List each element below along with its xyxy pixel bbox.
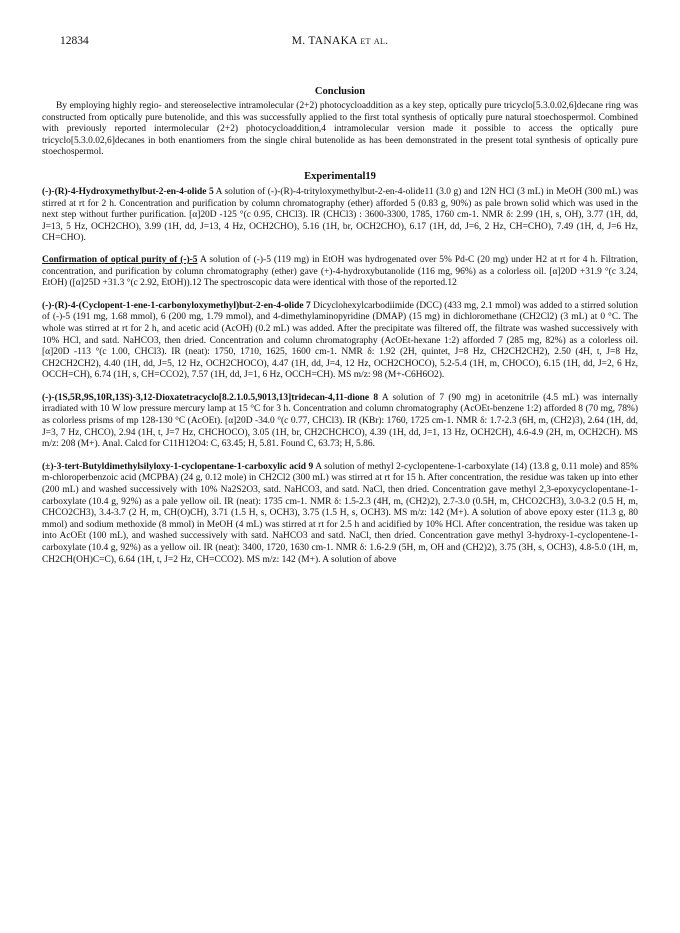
entry-body: A solution of 7 (90 mg) in acetonitrile (4.5 mL) was internally irradiated with 10 W low pressure mercury lamp at 15 °C for 3 h. Concentration and column chromatography (AcOEt-benzene 1:2) afforded 8 (70 mg, 78%) as colorless prisms of mp 128-130 °C (AcOEt). [α]20D -34.0 °(c 0.77, CHCl3). IR (KBr): 1760, 1725 cm-1. NMR δ: 1.7-2.3 (6H, m, (CH2)3), 2.64 (1H, dd, J=3, 7 Hz, CHCO), 2.94 (1H, t, J=7 Hz, CHCHOCO), 3.05 (1H, br, CH2CHCHCO), 4.39 (1H, dd, J=1, 13 Hz, OCH2CH), 4.6-4.9 (2H, m, OCH2CH). MS m/z: 208 (M+). Anal. Calcd for C11H12O4: C, 63.45; H, 5.81. Found C, 63.73; H, 5.86. [42,392,639,450]
entry-heading: (-)-(R)-4-(Cyclopent-1-ene-1-carbonyloxymethyl)but-2-en-4-olide 7 [42,300,311,311]
entry-heading: (-)-(R)-4-Hydroxymethylbut-2-en-4-olide 5 [42,186,214,197]
entry-compound-8 [42,393,638,451]
running-head: M. TANAKA et al. [291,35,389,47]
entry-body: A solution of methyl 2-cyclopentene-1-carboxylate (14) (13.8 g, 0.11 mole) and 85% m-chloroperbenzoic acid (MCPBA) (24 g, 0.12 mole) in CH2Cl2 (300 mL) was stirred at rt for 15 h. After concentration, the residue was taken up into ether (200 mL) and washed successively with 10% Na2S2O3, satd. NaHCO3, and satd. NaCl, then dried. Concentration gave methyl 2,3-epoxycyclopentane-1-carboxylate (10.4 g, 92%) as a pale yellow oil. IR (neat): 1735 cm-1. NMR δ: 1.5-2.3 (4H, m, (CH2)2), 2.7-3.0 (0.5H, m, CHCO2CH3), 3.0-3.2 (0.5 H, m, CHCO2CH3), 3.4-3.7 (2 H, m, CH(O)CH), 3.71 (1.5 H, s, OCH3), 3.75 (1.5 H, s, OCH3). MS m/z: 142 (M+). A solution of above epoxy ester (11.3 g, 80 mmol) and sodium methoxide (8 mmol) in MeOH (4 mL) was stirred at rt for 2.5 h and acidified by 10% HCl. After concentration, the residue was taken up into AcOEt (100 mL), and washed successively with satd. NaHCO3 and satd. NaCl, then dried. Concentration gave methyl 3-hydroxy-1-cyclopentene-1-carboxylate (10.4 g, 92%) as a yellow oil. IR (neat): 3400, 1720, 1630 cm-1. NMR δ: 1.6-2.9 (5H, m, OH and (CH2)2), 3.75 (3H, s, OCH3), 4.8-5.0 (1H, m, CH2CH(OH)C=C), 6.64 (1H, t, J=2 Hz, CH=CCO2). MS m/z: 142 (M+). A solution of above [42,461,638,565]
entry-heading: (-)-(1S,5R,9S,10R,13S)-3,12-Dioxatetracyclo[8.2.1.0.5,9013,13]tridecan-4,11-dione 8 [42,392,379,403]
page-number: 12834 [60,35,89,47]
entry-compound-7 [42,301,638,382]
entry-body: A solution of (-)-(R)-4-trityloxymethylbut-2-en-4-olide11 (3.0 g) and 12N HCl (3 mL) in MeOH (300 mL) was stirred at rt for 2 h. Concentration and purification by column chromatography (ether) afforded 5 (0.83 g, 90%) as pale brown solid which was used in the next step without further purification. [α]20D -125 °(c 0.95, CHCl3). IR (CHCl3) : 3600-3300, 1785, 1760 cm-1. NMR δ: 2.99 (1H, s, OH), 3.77 (1H, dd, J=13, 5 Hz, OCH2CHO), 3.99 (1H, dd, J=13, 4 Hz, OCH2CHO), 5.16 (1H, br, OCH2CHO), 6.17 (1H, dd, J=6, 2 Hz, CH=CHO), 7.49 (1H, d, J=6 Hz, CH=CHO). [42,186,638,244]
entry-optical-purity [42,255,638,290]
entry-heading: (±)-3-tert-Butyldimethylsilyloxy-1-cyclopentane-1-carboxylic acid 9 [42,461,314,472]
conclusion-paragraph: By employing highly regio- and stereoselective intramolecular (2+2) photocycloaddition as a key step, optically pure tricyclo[5.3.0.02,6]decane ring was constructed from optically pure butenolide, and this was successfully applied to the first total synthesis of optically pure natural stoechospermol. Combined with previously reported intermolecular (2+2) photocycloaddition,4 intramolecular version made it possible to access the optically pure tricyclo[5.3.0.02,6]decanes in both enantiomers from the single chiral butenolide as has been demonstrated in the present total synthesis of optically pure stoechospermol. [42,101,638,158]
entry-compound-5 [42,187,638,245]
conclusion-heading: Conclusion [314,86,366,97]
experimental-heading: Experimental19 [304,170,376,182]
article-body [42,86,638,566]
entry-body: A solution of (-)-5 (119 mg) in EtOH was hydrogenated over 5% Pd-C (20 mg) under H2 at rt for 4 h. Filtration, concentration, and purification by column chromatography (ether) gave (+)-4-hydroxybutanolide (116 mg, 96%) as a colorless oil. [α]20D +31.9 °(c 3.24, EtOH) ([α]25D +31.3 °(c 2.92, EtOH)).12 The spectroscopic data were identical with those of the reported.12 [42,254,638,289]
page-header [60,35,620,51]
entry-heading: Confirmation of optical purity of (-)-5 [42,254,198,265]
entry-compound-9 [42,462,638,566]
entry-body: Dicyclohexylcarbodiimide (DCC) (433 mg, 2.1 mmol) was added to a stirred solution of (-)-5 (191 mg, 1.68 mmol), 6 (200 mg, 1.79 mmol), and 4-dimethylaminopyridine (DMAP) (15 mg) in dichloromethane (CH2Cl2) (3 mL) at 0 °C. The whole was stirred at rt for 2 h, and acetic acid (AcOH) (0.2 mL) was added. After the precipitate was filtered off, the filtrate was washed successively with 10% HCl, and satd. NaHCO3, then dried. Concentration and column chromatography (AcOEt-hexane 1:2) afforded 7 (285 mg, 82%) as a colorless oil. [α]20D -113 °(c 1.00, CHCl3). IR (neat): 1750, 1710, 1625, 1600 cm-1. NMR δ: 1.92 (2H, quintet, J=8 Hz, CH2CH2CH2), 2.50 (4H, t, J=8 Hz, CH2CH2CH2), 4.40 (1H, dd, J=5, 12 Hz, OCH2CHOCO), 4.47 (1H, dd, J=4, 12 Hz, OCH2CHOCO), 5.2-5.4 (1H, m, CHOCO), 6.15 (1H, dd, J=2, 6 Hz, OCCH=CH), 6.74 (1H, s, CH=CCO2), 7.57 (1H, dd, J=1, 6 Hz, OCCH=CH). MS m/z: 98 (M+-C6H6O2). [42,300,638,381]
